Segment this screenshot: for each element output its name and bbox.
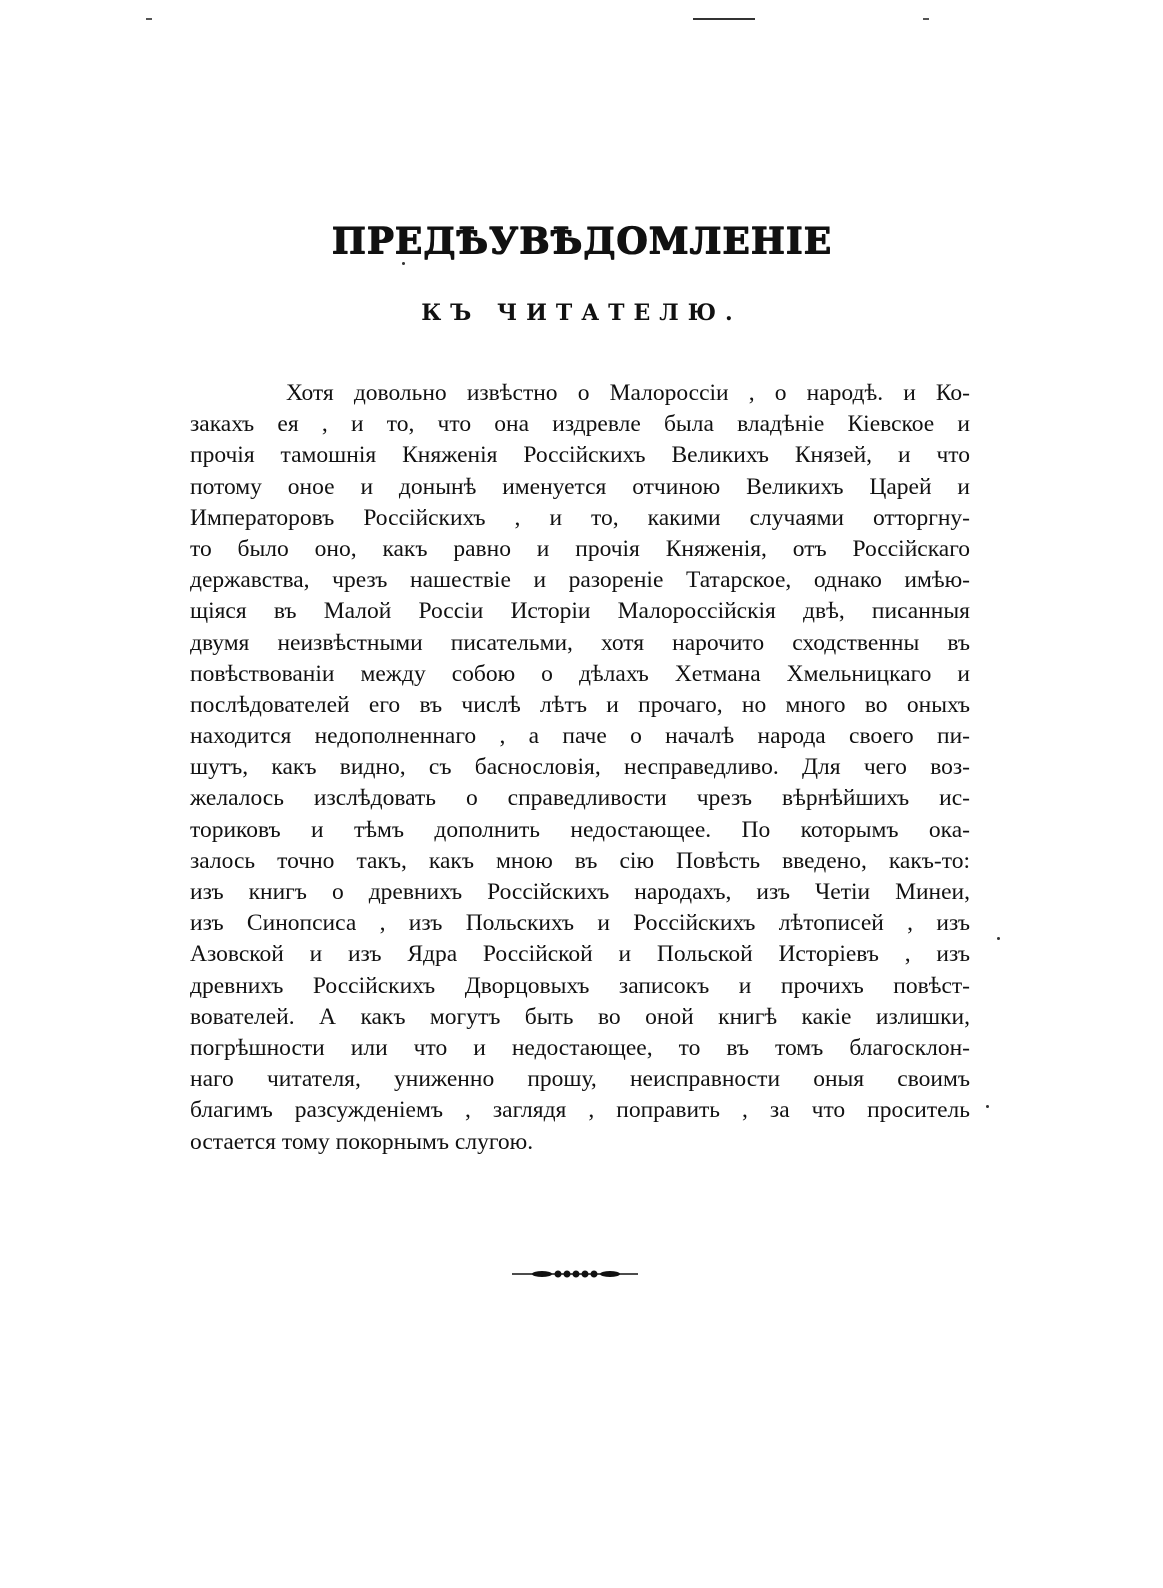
text-line: повѣствованіи между собою о дѣлахъ Хетмана Хмельницкаго и	[190, 660, 970, 687]
text-line: желалось изслѣдовать о справедливости чрезъ вѣрнѣйшихъ ис-	[190, 785, 970, 812]
top-edge-rule	[693, 18, 755, 20]
ornament-divider	[512, 1268, 638, 1280]
text-line: двумя неизвѣстными писательми, хотя нарочито сходственны въ	[190, 629, 970, 656]
text-line: остается тому покорнымъ слугою.	[190, 1128, 534, 1155]
text-line: Хотя довольно извѣстно о Малороссіи , о народѣ. и Ко-	[286, 380, 970, 406]
page-title: ПРЕДѢУВѢДОМЛЕНІЕ	[331, 220, 832, 262]
text-line: залось точно такъ, какъ мною въ сію Повѣсть введено, какъ-то:	[190, 847, 970, 874]
text-line: Императоровъ Россійскихъ , и то, какими случаями отторгну-	[190, 504, 970, 531]
text-line: благимъ разсужденіемъ , заглядя , поправить , за что проситель	[190, 1097, 970, 1124]
margin-speck	[402, 262, 405, 265]
page-subtitle: КЪ ЧИТАТЕЛЮ.	[421, 300, 742, 326]
text-line: послѣдователей его въ числѣ лѣтъ и прочаго, но много во оныхъ	[190, 691, 970, 718]
text-line: шутъ, какъ видно, съ баснословія, несправедливо. Для чего воз-	[190, 754, 970, 781]
text-line: потому оное и донынѣ именуется отчиною Великихъ Царей и	[190, 473, 970, 500]
text-line: изъ книгъ о древнихъ Россійскихъ народахъ, изъ Четіи Минеи,	[190, 879, 970, 905]
text-line: ториковъ и тѣмъ дополнить недостающее. По которымъ ока-	[190, 816, 970, 843]
text-line: то было оно, какъ равно и прочія Княженія, отъ Россійскаго	[190, 535, 970, 562]
margin-speck	[997, 937, 1000, 940]
text-line: закахъ ея , и то, что она издревле была владѣніе Кіевское и	[190, 411, 970, 438]
text-line: вователей. А какъ могутъ быть во оной книгѣ какіе излишки,	[190, 1003, 970, 1030]
text-line: древнихъ Россійскихъ Дворцовыхъ записокъ и прочихъ повѣст-	[190, 972, 970, 999]
text-line: щіяся въ Малой Россіи Исторіи Малороссійскія двѣ, писанныя	[190, 598, 970, 625]
margin-speck	[986, 1105, 989, 1108]
text-line: находится недополненнаго , а паче о началѣ народа своего пи-	[190, 723, 970, 750]
margin-speck	[146, 18, 152, 20]
text-line: наго читателя, униженно прошу, неисправности оныя своимъ	[190, 1066, 970, 1093]
text-line: Азовской и изъ Ядра Россійской и Польской Исторіевъ , изъ	[190, 941, 970, 968]
text-line: погрѣшности или что и недостающее, то въ томъ благосклон-	[190, 1034, 970, 1061]
text-line: изъ Синопсиса , изъ Польскихъ и Россійскихъ лѣтописей , изъ	[190, 910, 970, 937]
text-line: державства, чрезъ нашествіе и разореніе Татарское, однако имѣю-	[190, 567, 970, 594]
margin-speck	[923, 18, 929, 20]
text-line: прочія тамошнія Княженія Россійскихъ Великихъ Князей, и что	[190, 442, 970, 469]
body-paragraph	[190, 378, 970, 1158]
